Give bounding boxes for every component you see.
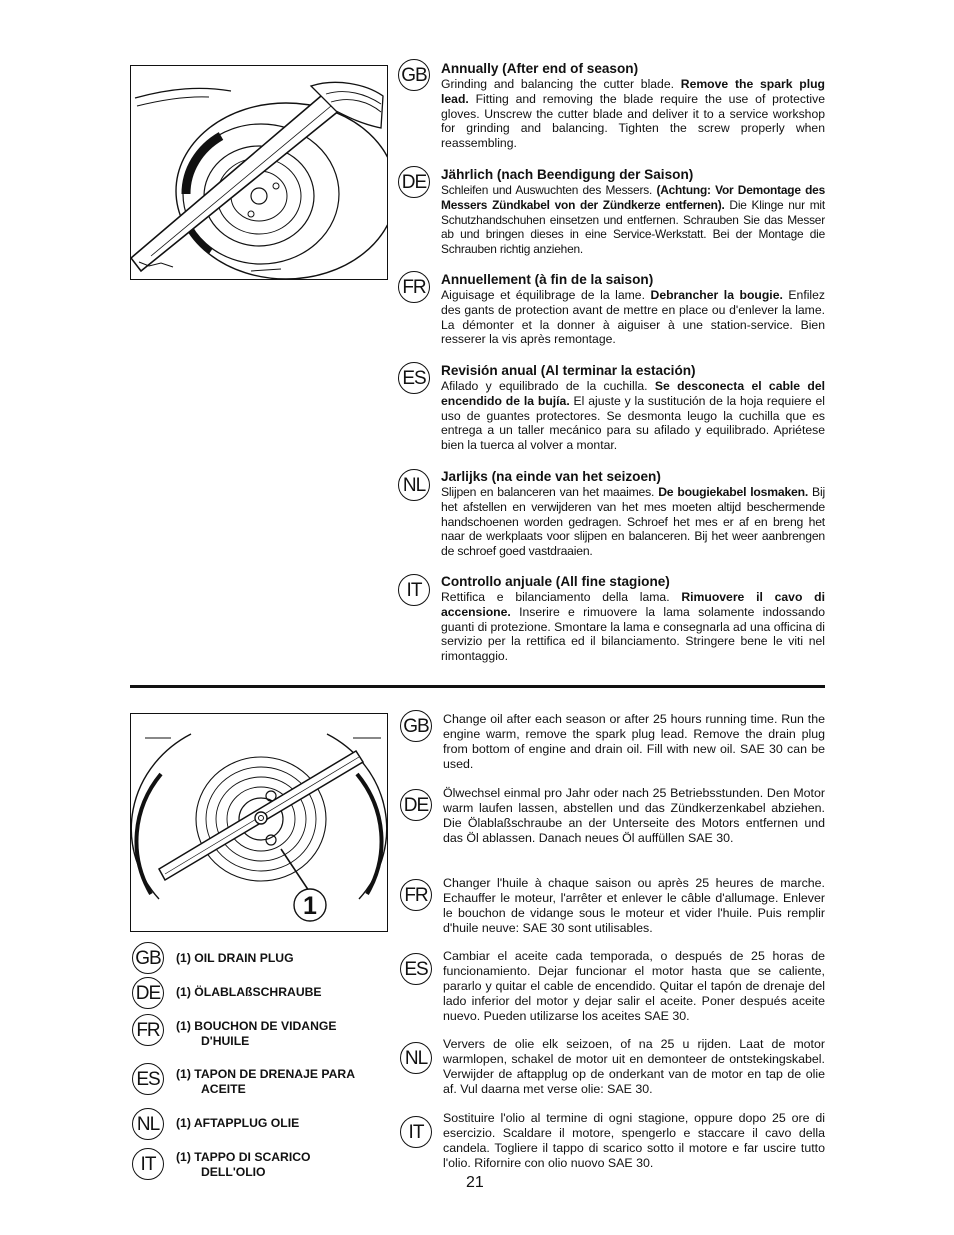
body-text: Slijpen en balanceren van het maaimes.: [441, 485, 659, 499]
section-title: Controllo anjuale (All fine stagione): [441, 574, 670, 589]
legend-item-fr: (1) BOUCHON DE VIDANGE D'HUILE: [176, 1019, 337, 1048]
lang-badge-de: DE: [398, 166, 430, 198]
section-title: Jährlich (nach Beendigung der Saison): [441, 167, 694, 182]
blade-section-nl: [441, 469, 825, 559]
body-text: Schleifen und Auswuchten des Messers.: [441, 183, 657, 197]
section-body: [441, 183, 825, 257]
section-body: [441, 485, 825, 559]
emphasis-text: (Achtung: Vor Demontage des Messers Zündkabel von der Zündkerze entfernen).: [441, 183, 825, 212]
emphasis-text: Rimuovere il cavo di accensione.: [441, 590, 825, 619]
section-body: [441, 379, 825, 453]
blade-section-it: [441, 574, 825, 664]
body-text: Aiguisage et équilibrage de la lame.: [441, 288, 651, 302]
section-body: [441, 590, 825, 664]
page-number: 21: [466, 1174, 484, 1191]
lang-badge-it: IT: [400, 1116, 432, 1148]
section-title: Annuellement (à fin de la saison): [441, 272, 654, 287]
body-text: Grinding and balancing the cutter blade.: [441, 77, 681, 91]
section-title: Revisión anual (Al terminar la estación): [441, 363, 696, 378]
blade-section-gb: [441, 61, 825, 151]
lang-badge-es: ES: [398, 362, 430, 394]
body-text: Inserire e rimuovere la lama solamente indossando guanti di protezione. Smontare la lama e consegnarla ad una officina di servizio per la rettifica ed il bilanciamento. Stringere bene le viti nel rimontaggio.: [441, 604, 825, 664]
legend-item-de: (1) ÖLABLAßSCHRAUBE: [176, 985, 322, 999]
body-text: Fitting and removing the blade require the use of protective gloves. Unscrew the cutter blade and deliver it to a service workshop for grinding and balancing. Tighten the screw properly when reassembling.: [441, 91, 825, 151]
oil-drain-illustration: [131, 714, 387, 931]
oil-section-gb: Change oil after each season or after 25 hours running time. Run the engine warm, remove the spark plug lead. Remove the drain plug from bottom of engine and drain oil. Fill with new oil. SAE 30 can be used.: [443, 712, 825, 771]
lang-badge-gb: GB: [400, 710, 432, 742]
body-text: Die Klinge nur mit Schutzhandschuhen einsetzen und entfernen. Schrauben Sie das Messer ab und bringen dieses in eine Service-Werkstatt. Bei der Montage die Schrauben richtig anziehen.: [441, 197, 825, 257]
lang-badge-nl: NL: [400, 1042, 432, 1074]
callout-number: 1: [303, 892, 317, 920]
section-body: [441, 288, 825, 347]
lang-badge-it: IT: [132, 1148, 164, 1180]
oil-section-nl: Ververs de olie elk seizoen, of na 25 u rijden. Laat de motor warmlopen, schakel de motor uit en demonteer de ontstekingskabel. Verwijder de aftapplug op de onderkant van de motor en tap de olie af. Vul daarna met verse olie: SAE 30.: [443, 1037, 825, 1096]
oil-section-de: Ölwechsel einmal pro Jahr oder nach 25 Betriebsstunden. Den Motor warm laufen lassen, abstellen und das Zündkerzenkabel abziehen. Die Ölablaßschraube an der Unterseite des Motors entfernen und das Öl ablassen. Danach neues Öl auffüllen SAE 30.: [443, 786, 825, 845]
blade-illustration: [131, 66, 387, 279]
emphasis-text: Se desconecta el cable del encendido de la bujía.: [441, 379, 825, 408]
emphasis-text: De bougiekabel losmaken.: [658, 485, 809, 499]
body-text: Rettifica e bilanciamento della lama.: [441, 590, 682, 604]
lang-badge-fr: FR: [132, 1014, 164, 1046]
section-title: Jarlijks (na einde van het seizoen): [441, 469, 661, 484]
legend-item-it: (1) TAPPO DI SCARICO DELL'OLIO: [176, 1150, 311, 1179]
section-title: Annually (After end of season): [441, 61, 639, 76]
body-text: Afilado y equilibrado de la cuchilla.: [441, 379, 655, 393]
lang-badge-nl: NL: [398, 469, 430, 501]
legend-item-nl: (1) AFTAPPLUG OLIE: [176, 1116, 300, 1130]
blade-section-de: [441, 167, 825, 257]
section-body: [441, 77, 825, 151]
lang-badge-gb: GB: [398, 59, 430, 91]
lang-badge-gb: GB: [132, 942, 164, 974]
blade-figure: [130, 65, 388, 280]
lang-badge-fr: FR: [398, 271, 430, 303]
oil-section-es: Cambiar el aceite cada temporada, o después de 25 horas de funcionamiento. Dejar funcionar el motor hasta que se caliente, pararlo y quitar el cable de encendido. Quitar el tapón de drenaje del lado inferior del motor y dejar salir el aceite. Poner después aceite nuevo. Pueden utilizarse los aceites SAE 30.: [443, 949, 825, 1023]
body-text: El ajuste y la sustitución de la hoja requiere el uso de guantes protectores. Se desmonta leugo la cuchilla que es entrega a un taller mecánico para su afilado y equilibrado. Apriétese bien la tuerca al volver a montar.: [441, 393, 825, 453]
oil-section-it: Sostituire l'olio al termine di ogni stagione, oppure dopo 25 ore di esercizio. Scaldare il motore, spengerlo e staccare il cavo della candela. Togliere il tappo di scarico sotto il motore e far uscire tutto l'olio. Rifornire con olio nuovo SAE 30.: [443, 1111, 825, 1170]
blade-section-es: [441, 363, 825, 453]
lang-badge-fr: FR: [400, 879, 432, 911]
section-divider: [130, 685, 825, 688]
emphasis-text: Debrancher la bougie.: [650, 288, 783, 302]
oil-section-fr: Changer l'huile à chaque saison ou après 25 heures de marche. Echauffer le moteur, l'arrêter et enlever le câble d'allumage. Enlever le bouchon de vidange sous le moteur et vider l'huile. Puis remplir d'huile neuve: SAE 30 sont utilisables.: [443, 876, 825, 935]
emphasis-text: Remove the spark plug lead.: [441, 77, 825, 106]
lang-badge-nl: NL: [132, 1108, 164, 1140]
lang-badge-de: DE: [400, 789, 432, 821]
lang-badge-it: IT: [398, 574, 430, 606]
blade-section-fr: [441, 272, 825, 347]
lang-badge-es: ES: [400, 953, 432, 985]
legend-item-es: (1) TAPON DE DRENAJE PARA ACEITE: [176, 1067, 355, 1096]
body-text: Bij het afstellen en verwijderen van het mes moeten altijd beschermende handschoenen worden gedragen. Schroef het mes er af en breng het naar de werkplaats voor slijpen en balanceren. Bij het weer aanbrengen de schroef goed vastdraaien.: [441, 485, 825, 559]
oil-figure: [130, 713, 388, 932]
body-text: Enfilez des gants de protection avant de mettre en place ou d'enlever la lame. La démonter et la donner à aiguiser à une station-service. Bien resserer la vis après remontage.: [441, 288, 825, 347]
lang-badge-es: ES: [132, 1063, 164, 1095]
lang-badge-de: DE: [132, 977, 164, 1009]
legend-item-gb: (1) OIL DRAIN PLUG: [176, 951, 294, 965]
